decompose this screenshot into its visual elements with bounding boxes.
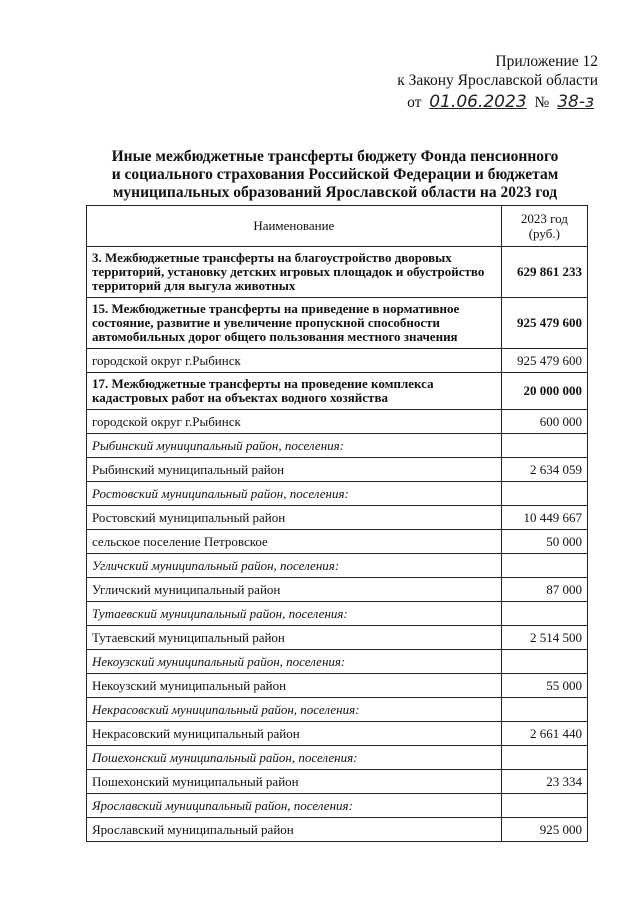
row-name: Ярославский муниципальный район <box>87 818 502 842</box>
transfers-table <box>86 205 588 842</box>
row-name: 15. Межбюджетные трансферты на приведение в нормативное состояние, развитие и увеличение пропускной способности автомобильных дорог общего пользования местного значения <box>87 298 502 349</box>
row-amount <box>501 794 587 818</box>
row-amount: 2 661 440 <box>501 722 587 746</box>
table-header-row <box>87 206 588 247</box>
document-title <box>70 148 600 202</box>
row-amount: 55 000 <box>501 674 587 698</box>
row-name: Ярославский муниципальный район, поселения: <box>87 794 502 818</box>
table-row <box>87 770 588 794</box>
column-header-amount: 2023 год (руб.) <box>501 206 587 247</box>
row-amount: 50 000 <box>501 530 587 554</box>
table-row <box>87 506 588 530</box>
row-amount <box>501 434 587 458</box>
row-name: Угличский муниципальный район, поселения: <box>87 554 502 578</box>
title-line: муниципальных образований Ярославской области на 2023 год <box>112 184 558 201</box>
table-row <box>87 458 588 482</box>
row-amount: 925 000 <box>501 818 587 842</box>
row-name: Угличский муниципальный район <box>87 578 502 602</box>
row-amount: 87 000 <box>501 578 587 602</box>
row-amount <box>501 746 587 770</box>
table-row <box>87 530 588 554</box>
table-row <box>87 626 588 650</box>
row-name: Ростовский муниципальный район, поселения: <box>87 482 502 506</box>
number-prefix: № <box>534 94 550 111</box>
title-line: Иные межбюджетные трансферты бюджету Фонда пенсионного <box>111 148 559 165</box>
row-name: Некрасовский муниципальный район, поселения: <box>87 698 502 722</box>
table-row <box>87 818 588 842</box>
row-name: Тутаевский муниципальный район <box>87 626 502 650</box>
row-amount: 629 861 233 <box>501 247 587 298</box>
row-name: Ростовский муниципальный район <box>87 506 502 530</box>
handwritten-date: 01.06.2023 <box>429 92 527 112</box>
row-name: сельское поселение Петровское <box>87 530 502 554</box>
date-prefix: от <box>407 94 422 111</box>
law-reference: к Закону Ярославской области <box>397 72 598 89</box>
table-row <box>87 349 588 373</box>
row-amount <box>501 482 587 506</box>
row-amount <box>501 554 587 578</box>
row-amount: 20 000 000 <box>501 373 587 410</box>
table-row <box>87 674 588 698</box>
row-name: Пошехонский муниципальный район, поселения: <box>87 746 502 770</box>
row-name: Рыбинский муниципальный район, поселения: <box>87 434 502 458</box>
category-row <box>87 247 588 298</box>
row-amount: 925 479 600 <box>501 298 587 349</box>
row-name: Тутаевский муниципальный район, поселения: <box>87 602 502 626</box>
table-row <box>87 722 588 746</box>
row-name: Рыбинский муниципальный район <box>87 458 502 482</box>
column-header-name: Наименование <box>87 206 502 247</box>
category-row <box>87 298 588 349</box>
row-amount: 925 479 600 <box>501 349 587 373</box>
appendix-title: Приложение 12 <box>495 53 598 70</box>
row-amount <box>501 650 587 674</box>
district-group-row <box>87 434 588 458</box>
row-name: Некоузский муниципальный район <box>87 674 502 698</box>
category-row <box>87 373 588 410</box>
row-name: Пошехонский муниципальный район <box>87 770 502 794</box>
row-amount: 2 514 500 <box>501 626 587 650</box>
row-name: Некоузский муниципальный район, поселения: <box>87 650 502 674</box>
row-name: Некрасовский муниципальный район <box>87 722 502 746</box>
row-amount: 10 449 667 <box>501 506 587 530</box>
district-group-row <box>87 650 588 674</box>
table-row <box>87 578 588 602</box>
law-date-number <box>397 93 598 112</box>
row-amount <box>501 602 587 626</box>
handwritten-number: 38-з <box>557 92 594 112</box>
district-group-row <box>87 746 588 770</box>
row-name: 3. Межбюджетные трансферты на благоустройство дворовых территорий, установку детских игровых площадок и обустройство территорий для выгула животных <box>87 247 502 298</box>
district-group-row <box>87 602 588 626</box>
row-amount: 23 334 <box>501 770 587 794</box>
row-amount: 600 000 <box>501 410 587 434</box>
row-amount: 2 634 059 <box>501 458 587 482</box>
title-line: и социального страхования Российской Федерации и бюджетам <box>111 166 559 183</box>
row-name: 17. Межбюджетные трансферты на проведение комплекса кадастровых работ на объектах водного хозяйства <box>87 373 502 410</box>
appendix-header <box>397 52 598 112</box>
row-name: городской округ г.Рыбинск <box>87 410 502 434</box>
district-group-row <box>87 482 588 506</box>
row-name: городской округ г.Рыбинск <box>87 349 502 373</box>
table-row <box>87 410 588 434</box>
row-amount <box>501 698 587 722</box>
district-group-row <box>87 554 588 578</box>
district-group-row <box>87 698 588 722</box>
district-group-row <box>87 794 588 818</box>
